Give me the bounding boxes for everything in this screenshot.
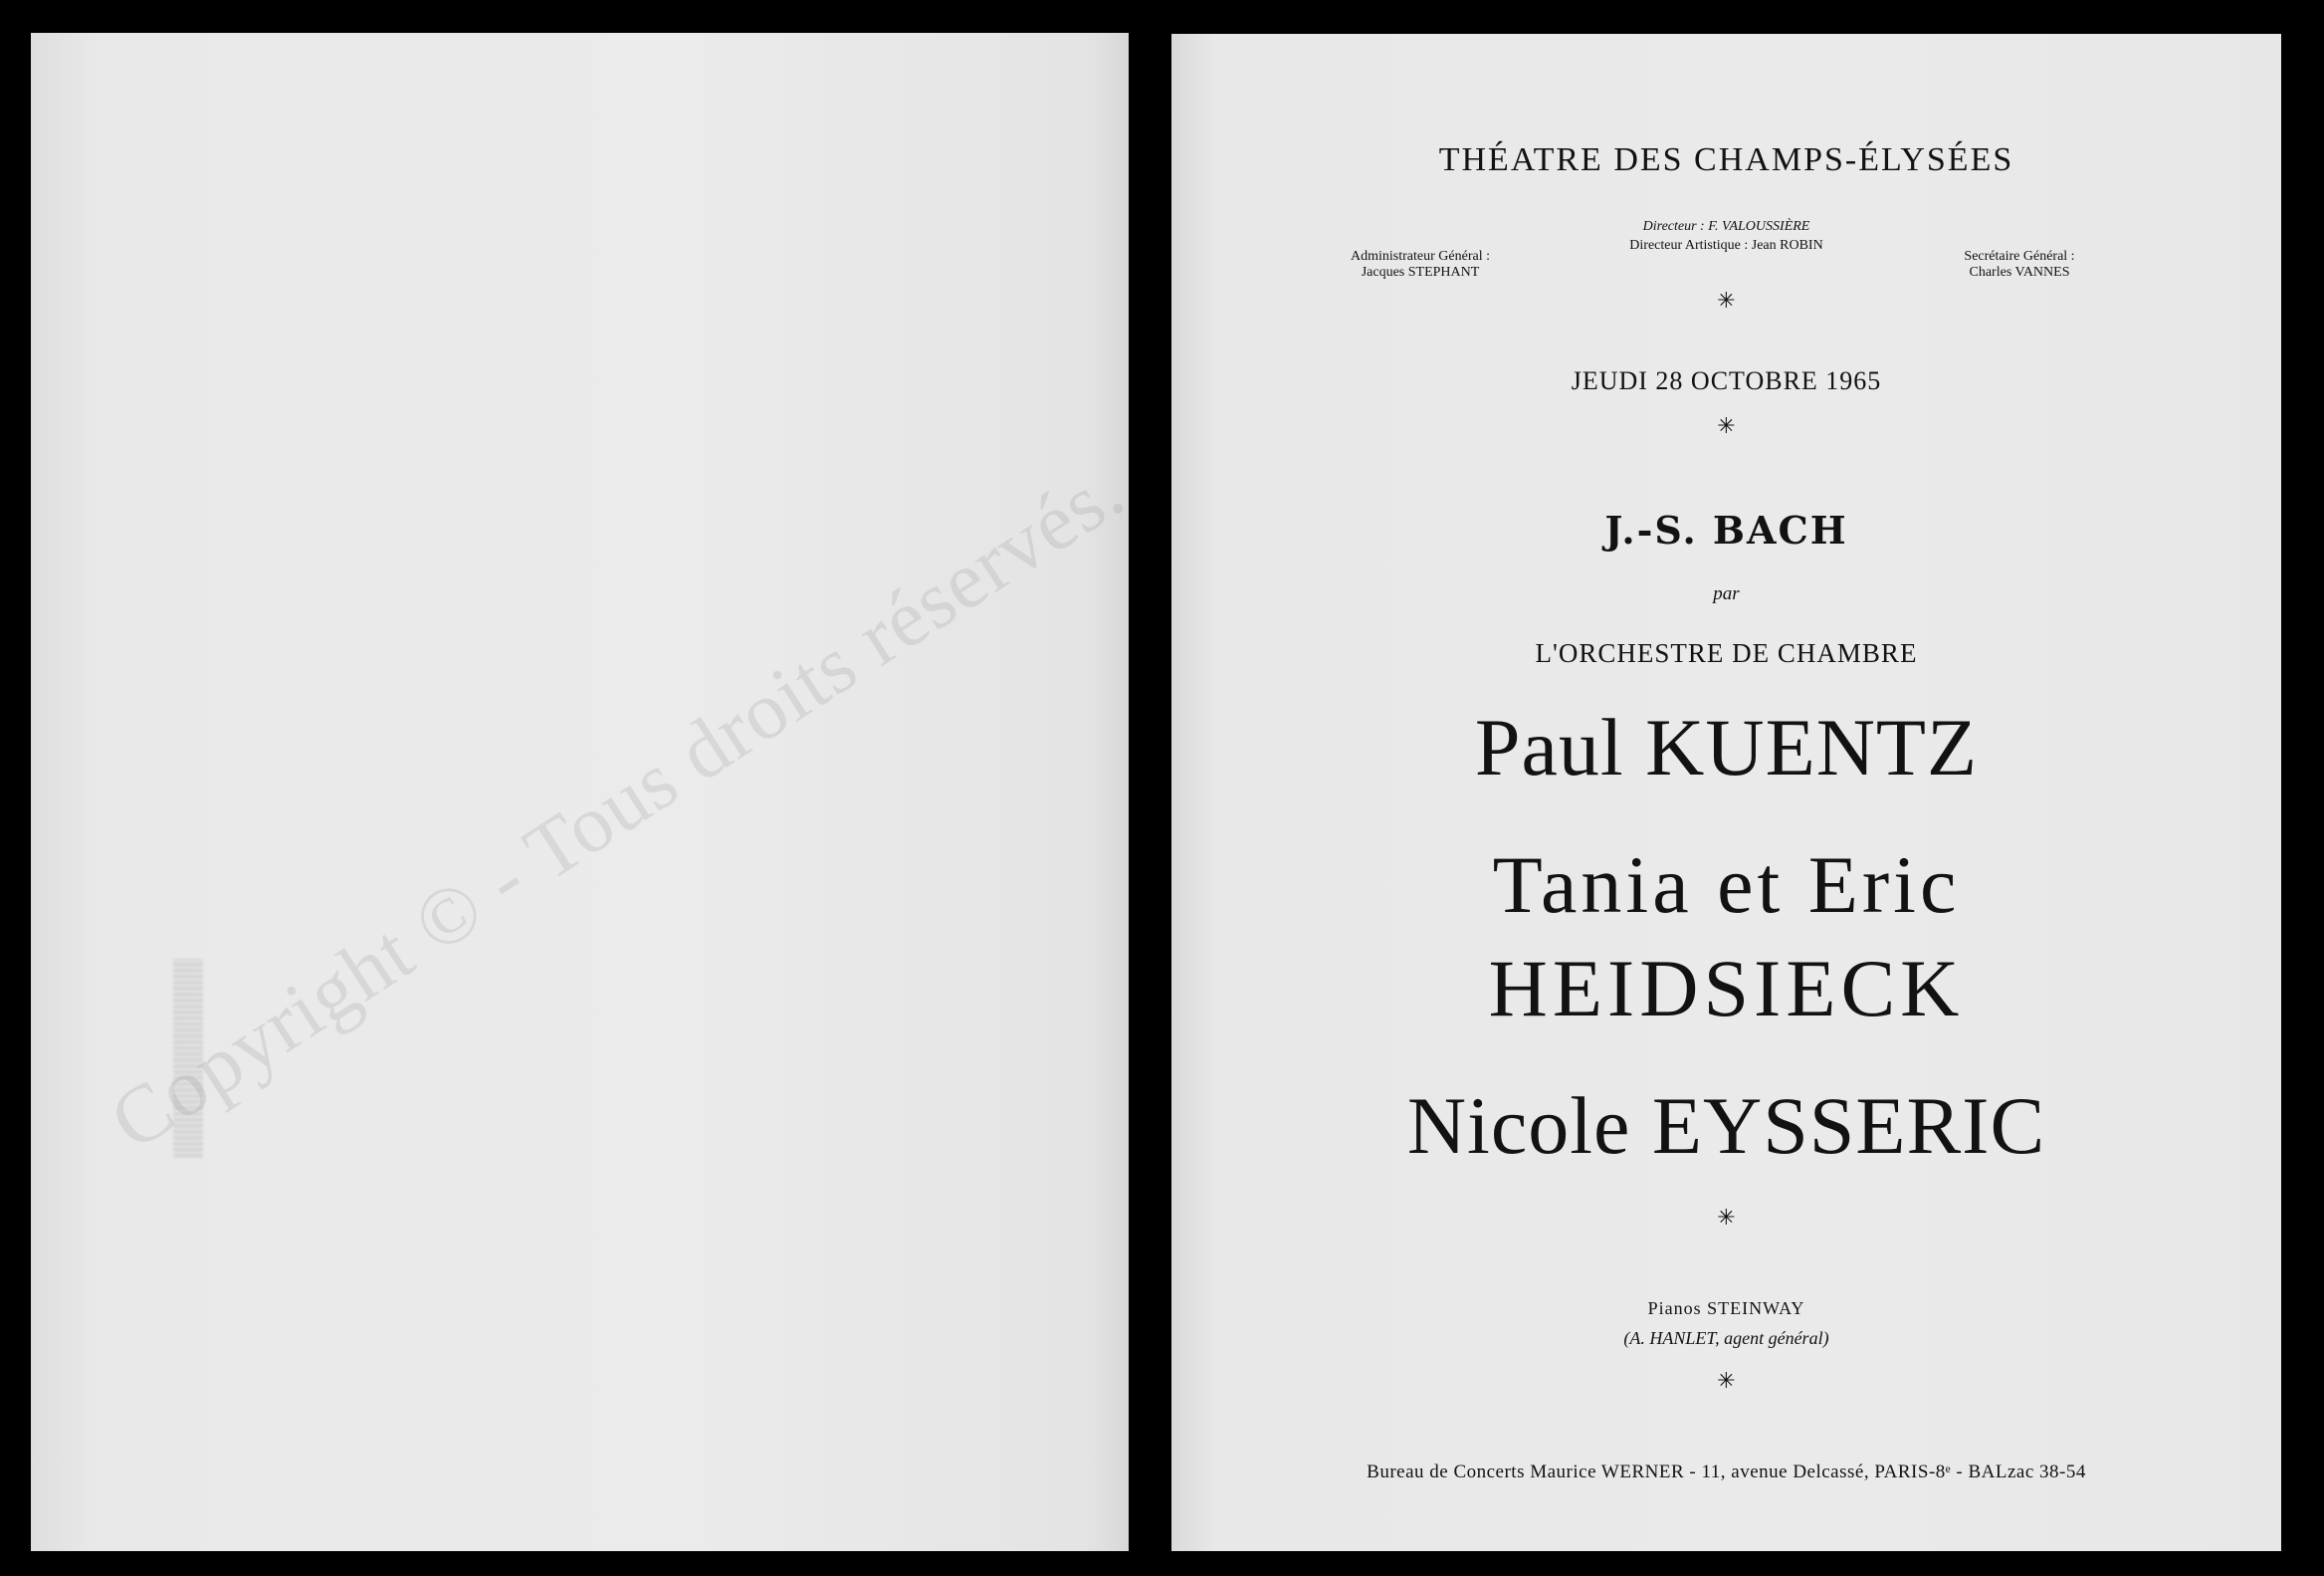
composer-title: J.-S. BACH: [1604, 508, 1848, 553]
administrator-title: Administrateur Général :: [1351, 249, 1490, 264]
performer-tania-et-eric: Tania et Eric: [1492, 839, 1961, 930]
separator-star: ✳: [1717, 1369, 1736, 1394]
theatre-title: THÉATRE DES CHAMPS-ÉLYSÉES: [1438, 141, 2014, 178]
par-text: par: [1713, 583, 1740, 604]
separator-star: ✳: [1717, 289, 1736, 314]
left-page-blank: [31, 33, 1129, 1551]
secretary-name: Charles VANNES: [1969, 265, 2070, 280]
director-line: Directeur : F. VALOUSSIÈRE: [1642, 219, 1810, 234]
administrator-block: [1321, 249, 1520, 281]
piano-agent-line: (A. HANLET, agent général): [1623, 1328, 1829, 1348]
secretary-block: [1940, 249, 2099, 281]
concert-date: JEUDI 28 OCTOBRE 1965: [1571, 366, 1882, 395]
bureau-footer: Bureau de Concerts Maurice WERNER - 11, avenue Delcassé, PARIS-8ᵉ - BALzac 38-54: [1367, 1462, 2086, 1482]
secretary-title: Secrétaire Général :: [1964, 249, 2075, 264]
separator-star: ✳: [1717, 414, 1736, 439]
separator-star: ✳: [1717, 1206, 1736, 1231]
right-page-programme: [1171, 34, 2281, 1551]
paper-smudge: [173, 959, 203, 1158]
performer-nicole-eysseric: Nicole EYSSERIC: [1406, 1080, 2046, 1171]
performer-heidsieck: HEIDSIECK: [1488, 943, 1965, 1033]
pianos-line: Pianos STEINWAY: [1647, 1298, 1805, 1318]
administrator-name: Jacques STEPHANT: [1361, 265, 1480, 280]
performer-paul-kuentz: Paul KUENTZ: [1474, 702, 1979, 792]
artistic-director-line: Directeur Artistique : Jean ROBIN: [1629, 238, 1823, 253]
orchestra-title: L'ORCHESTRE DE CHAMBRE: [1535, 638, 1918, 668]
